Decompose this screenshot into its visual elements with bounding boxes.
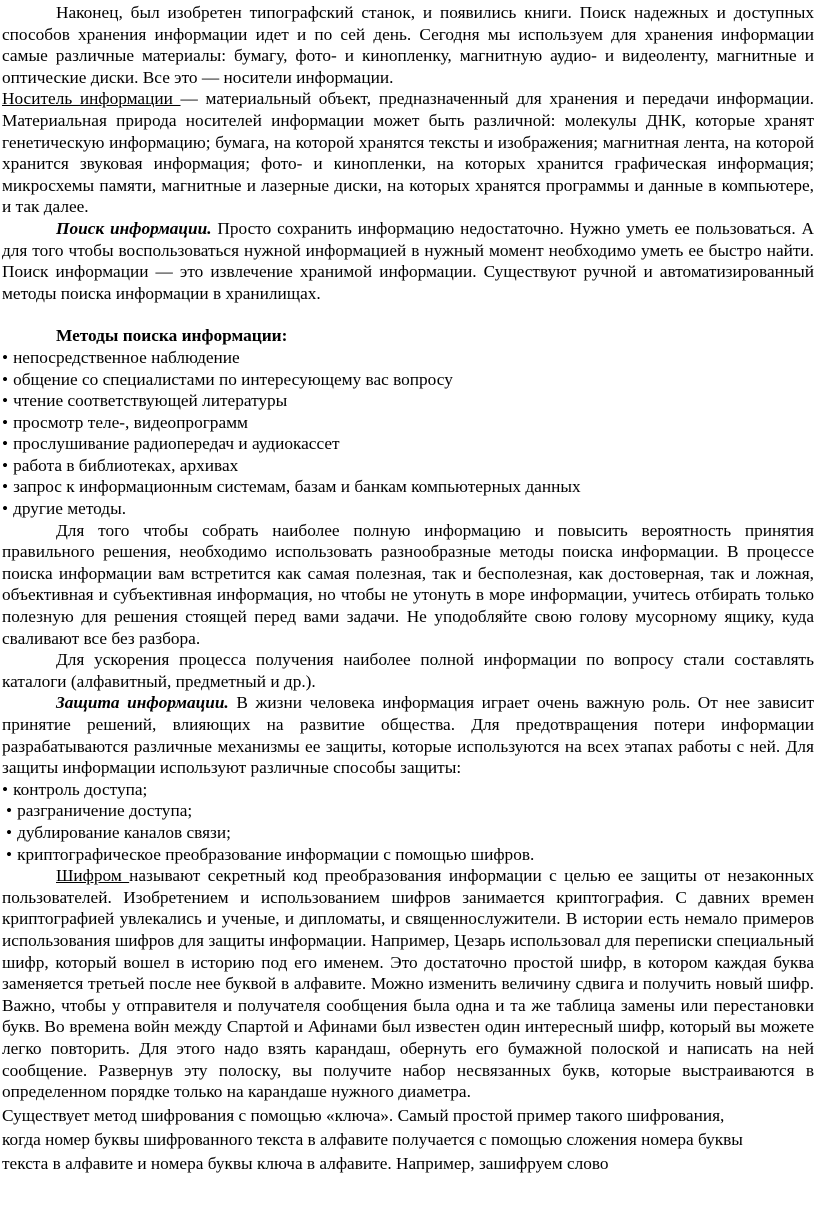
list-item-text: другие методы.: [13, 499, 127, 519]
term-information-protection: Защита информации.: [56, 693, 229, 713]
cipher-text: называют секретный код преобразования информации с целью ее защиты от незаконных пользователей. Изобретением и использованием шифров занимается криптография. С давних времен криптографией увлекались и ученые, и дипломаты, и священнослужители. В истории есть немало примеров использования шифров для защиты информации. Например, Цезарь использовал для переписки специальный шифр, который вошел в историю под его именем. Это достаточно простой шифр, в котором каждая буква заменяется третьей после нее буквой в алфавите. Можно изменить величину сдвига и получить новый шифр. Важно, чтобы у отправителя и получателя сообщения была одна и та же таблица замены или перестановки букв. Во времена войн между Спартой и Афинами был известен один интересный шифр, который вы можете легко повторить. Для этого надо взять карандаш, обернуть его бумажной полоской и написать на ней сообщение. Развернув эту полоску, вы получите набор несвязанных букв, которые выстраиваются в определенном порядке только на карандаше нужного диаметра.: [2, 866, 815, 1102]
list-item-text: непосредственное наблюдение: [13, 347, 240, 367]
bullet-marker: •: [6, 801, 13, 821]
paragraph-key-encryption-line-1: Существует метод шифрования с помощью «ключа». Самый простой пример такого шифрования,: [2, 1105, 725, 1125]
bullet-marker: •: [6, 844, 13, 864]
paragraph-search-advice: Для того чтобы собрать наиболее полную информацию и повысить вероятность принятия правильного решения, необходимо использовать разнообразные методы поиска информации. В процессе поиска информации вам встретится как самая полезная, так и бесполезная, как достоверная, так и ложная, объективная и субъективная информация, но чтобы не утонуть в море информации, учитесь отбирать только полезную для решения стоящей перед вами задачи. Не уподобляйте свою голову мусорному ящику, куда сваливают все без разбора.: [2, 520, 814, 648]
paragraph-information-protection: [2, 692, 814, 778]
list-item: [2, 822, 814, 844]
list-item-text: разграничение доступа;: [17, 801, 193, 821]
list-item-text: общение со специалистами по интересующему вас вопросу: [13, 369, 453, 389]
term-cipher: Шифром: [56, 866, 130, 886]
list-item: [2, 433, 814, 455]
list-item: [2, 498, 814, 520]
bullet-marker: •: [2, 391, 9, 411]
bullet-marker: •: [2, 369, 9, 389]
list-item: [2, 844, 814, 866]
list-item: [2, 347, 814, 369]
paragraph-catalogs: Для ускорения процесса получения наиболее полной информации по вопросу стали составлять каталоги (алфавитный, предметный и др.).: [2, 650, 814, 691]
methods-heading: Методы поиска информации:: [56, 326, 288, 346]
bullet-marker: •: [2, 477, 9, 497]
list-item-text: криптографическое преобразование информации с помощью шифров.: [17, 844, 535, 864]
information-search-text: Просто сохранить информацию недостаточно. Нужно уметь ее пользоваться. А для того чтобы воспользоваться нужной информацией в нужный момент необходимо уметь ее быстро найти. Поиск информации — это извлечение хранимой информации. Существуют ручной и автоматизированный методы поиска информации в хранилищах.: [2, 218, 814, 303]
list-item-text: чтение соответствующей литературы: [13, 391, 288, 411]
list-item: [2, 800, 814, 822]
information-protection-text: В жизни человека информация играет очень важную роль. От нее зависит принятие решений, влияющих на развитие общества. Для предотвращения потери информации разрабатываются различные механизмы ее защиты, которые используются на всех этапах работы с ней. Для защиты информации используют различные способы защиты:: [2, 693, 814, 778]
bullet-marker: •: [2, 455, 9, 475]
bullet-marker: •: [2, 779, 9, 799]
list-item-text: работа в библиотеках, архивах: [13, 455, 239, 475]
paragraph-carrier-definition: [2, 88, 814, 218]
term-information-search: Поиск информации.: [56, 218, 212, 238]
list-item-text: контроль доступа;: [13, 779, 148, 799]
list-item: [2, 455, 814, 477]
paragraph-key-encryption-line-3: текста в алфавите и номера буквы ключа в алфавите. Например, зашифруем слово: [2, 1153, 609, 1173]
bullet-marker: •: [2, 412, 9, 432]
list-item-text: прослушивание радиопередач и аудиокассет: [13, 434, 340, 454]
list-item: [2, 390, 814, 412]
paragraph-books: Наконец, был изобретен типографский станок, и появились книги. Поиск надежных и доступных способов хранения информации идет и по сей день. Сегодня мы используем для хранения информации самые различные материалы: бумагу, фото- и кинопленку, магнитную аудио- и видеоленту, магнитные и оптические диски. Все это — носители информации.: [2, 3, 814, 87]
list-item-text: просмотр теле-, видеопрограмм: [13, 412, 248, 432]
paragraph-information-search: [2, 218, 814, 304]
term-information-carrier: Носитель информации: [2, 89, 181, 109]
paragraph-key-encryption-line-2: когда номер буквы шифрованного текста в алфавите получается с помощью сложения номера буквы: [2, 1129, 743, 1149]
list-item: [2, 779, 814, 801]
list-item-text: запрос к информационным системам, базам и банкам компьютерных данных: [13, 477, 581, 497]
bullet-marker: •: [6, 822, 13, 842]
paragraph-cipher: [2, 865, 814, 1103]
protection-methods-list: [2, 779, 814, 865]
bullet-marker: •: [2, 499, 9, 519]
bullet-marker: •: [2, 434, 9, 454]
list-item: [2, 369, 814, 391]
carrier-definition-text: — материальный объект, предназначенный для хранения и передачи информации. Материальная природа носителей информации может быть различной: молекулы ДНК, которые хранят генетическую информацию; бумага, на которой хранятся тексты и изображения; магнитная лента, на которой хранится звуковая информация; фото- и кинопленки, на которых хранится графическая информация; микросхемы памяти, магнитные и лазерные диски, на которых хранятся программы и данные в компьютере, и так далее.: [2, 89, 814, 217]
search-methods-list: [2, 347, 814, 520]
bullet-marker: •: [2, 347, 9, 367]
list-item: [2, 476, 814, 498]
list-item-text: дублирование каналов связи;: [17, 822, 231, 842]
list-item: [2, 412, 814, 434]
